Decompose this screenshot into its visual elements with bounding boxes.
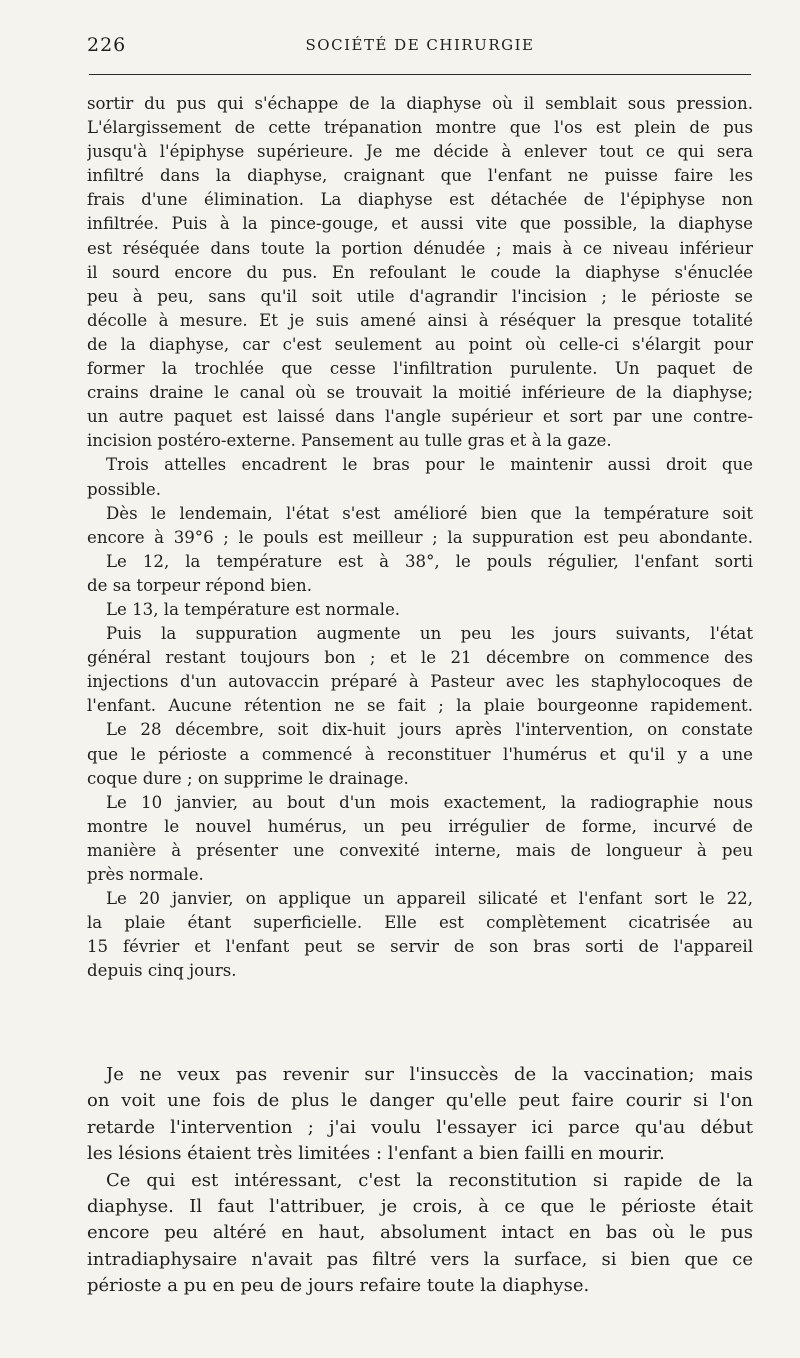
text-line: encore à 39°6 ; le pouls est meilleur ; la suppuration est peu abondante. — [87, 527, 753, 547]
text-line: frais d'une élimination. La diaphyse est détachée de l'épiphyse non — [87, 190, 753, 210]
text-line: montre le nouvel humérus, un peu irrégulier de forme, incurvé de — [87, 816, 753, 836]
text-line: périoste a pu en peu de jours refaire toute la diaphyse. — [87, 1275, 590, 1297]
running-title: SOCIÉTÉ DE CHIRURGIE — [305, 36, 535, 54]
text-line: Le 10 janvier, au bout d'un mois exactement, la radiographie nous — [106, 792, 753, 812]
text-line: l'enfant. Aucune rétention ne se fait ; la plaie bourgeonne rapidement. — [87, 696, 753, 716]
commentary-text — [87, 1062, 753, 1300]
text-line: peu à peu, sans qu'il soit utile d'agrandir l'incision ; le périoste se — [87, 286, 753, 306]
text-line: que le périoste a commencé à reconstituer l'humérus et qu'il y a une — [87, 744, 753, 764]
text-line: coque dure ; on supprime le drainage. — [87, 768, 409, 788]
text-line: injections d'un autovaccin préparé à Pasteur avec les staphylocoques de — [87, 672, 753, 692]
text-line: L'élargissement de cette trépanation montre que l'os est plein de pus — [87, 118, 753, 138]
text-line: jusqu'à l'épiphyse supérieure. Je me décide à enlever tout ce qui sera — [87, 142, 753, 162]
text-line: intradiaphysaire n'avait pas filtré vers la surface, si bien que ce — [87, 1248, 753, 1270]
text-line: Le 12, la température est à 38°, le pouls régulier, l'enfant sorti — [106, 551, 753, 571]
text-line: on voit une fois de plus le danger qu'elle peut faire courir si l'on — [87, 1090, 753, 1112]
text-line: Le 28 décembre, soit dix-huit jours après l'intervention, on constate — [106, 720, 753, 740]
text-line: il sourd encore du pus. En refoulant le coude la diaphyse s'énuclée — [87, 262, 753, 282]
text-line: un autre paquet est laissé dans l'angle supérieur et sort par une contre- — [87, 407, 753, 427]
text-line: près normale. — [87, 865, 204, 884]
text-line: Le 13, la température est normale. — [106, 599, 401, 619]
text-line: Le 20 janvier, on applique un appareil silicaté et l'enfant sort le 22, — [106, 889, 753, 909]
text-line: Ce qui est intéressant, c'est la reconstitution si rapide de la — [106, 1169, 753, 1191]
text-line: les lésions étaient très limitées : l'enfant a bien failli en mourir. — [87, 1143, 665, 1165]
page-number: 226 — [87, 34, 127, 56]
text-line: retarde l'intervention ; j'ai voulu l'essayer ici parce qu'au début — [87, 1116, 753, 1138]
text-line: crains draine le canal où se trouvait la moitié inférieure de la diaphyse; — [87, 383, 753, 403]
text-line: manière à présenter une convexité interne, mais de longueur à peu — [87, 840, 753, 860]
page-header — [87, 34, 753, 60]
case-report-text — [87, 92, 753, 983]
text-line: depuis cinq jours. — [87, 961, 237, 981]
text-line: sortir du pus qui s'échappe de la diaphyse où il semblait sous pression. — [87, 94, 753, 113]
text-line: possible. — [87, 479, 161, 499]
text-line: infiltré dans la diaphyse, craignant que l'enfant ne puisse faire les — [87, 166, 753, 186]
text-line: encore peu altéré en haut, absolument intact en bas où le pus — [87, 1222, 753, 1244]
text-line: 15 février et l'enfant peut se servir de son bras sorti de l'appareil — [87, 937, 753, 957]
text-line: de la diaphyse, car c'est seulement au point où celle-ci s'élargit pour — [87, 334, 753, 354]
text-line: général restant toujours bon ; et le 21 décembre on commence des — [87, 648, 753, 668]
text-line: la plaie étant superficielle. Elle est complètement cicatrisée au — [87, 913, 753, 933]
text-line: diaphyse. Il faut l'attribuer, je crois, à ce que le périoste était — [87, 1196, 753, 1218]
text-line: infiltrée. Puis à la pince-gouge, et aussi vite que possible, la diaphyse — [87, 214, 753, 234]
text-line: décolle à mesure. Et je suis amené ainsi à réséquer la presque totalité — [87, 310, 753, 330]
text-line: Trois attelles encadrent le bras pour le maintenir aussi droit que — [106, 455, 753, 475]
text-line: de sa torpeur répond bien. — [87, 575, 312, 595]
text-line: est réséquée dans toute la portion dénudée ; mais à ce niveau inférieur — [87, 238, 753, 258]
text-line: Puis la suppuration augmente un peu les jours suivants, l'état — [106, 624, 753, 644]
text-line: former la trochlée que cesse l'infiltration purulente. Un paquet de — [87, 359, 753, 379]
text-line: Je ne veux pas revenir sur l'insuccès de la vaccination; mais — [106, 1064, 753, 1085]
header-rule — [89, 74, 751, 75]
text-line: incision postéro-externe. Pansement au tulle gras et à la gaze. — [87, 431, 612, 451]
text-line: Dès le lendemain, l'état s'est amélioré bien que la température soit — [106, 503, 753, 523]
